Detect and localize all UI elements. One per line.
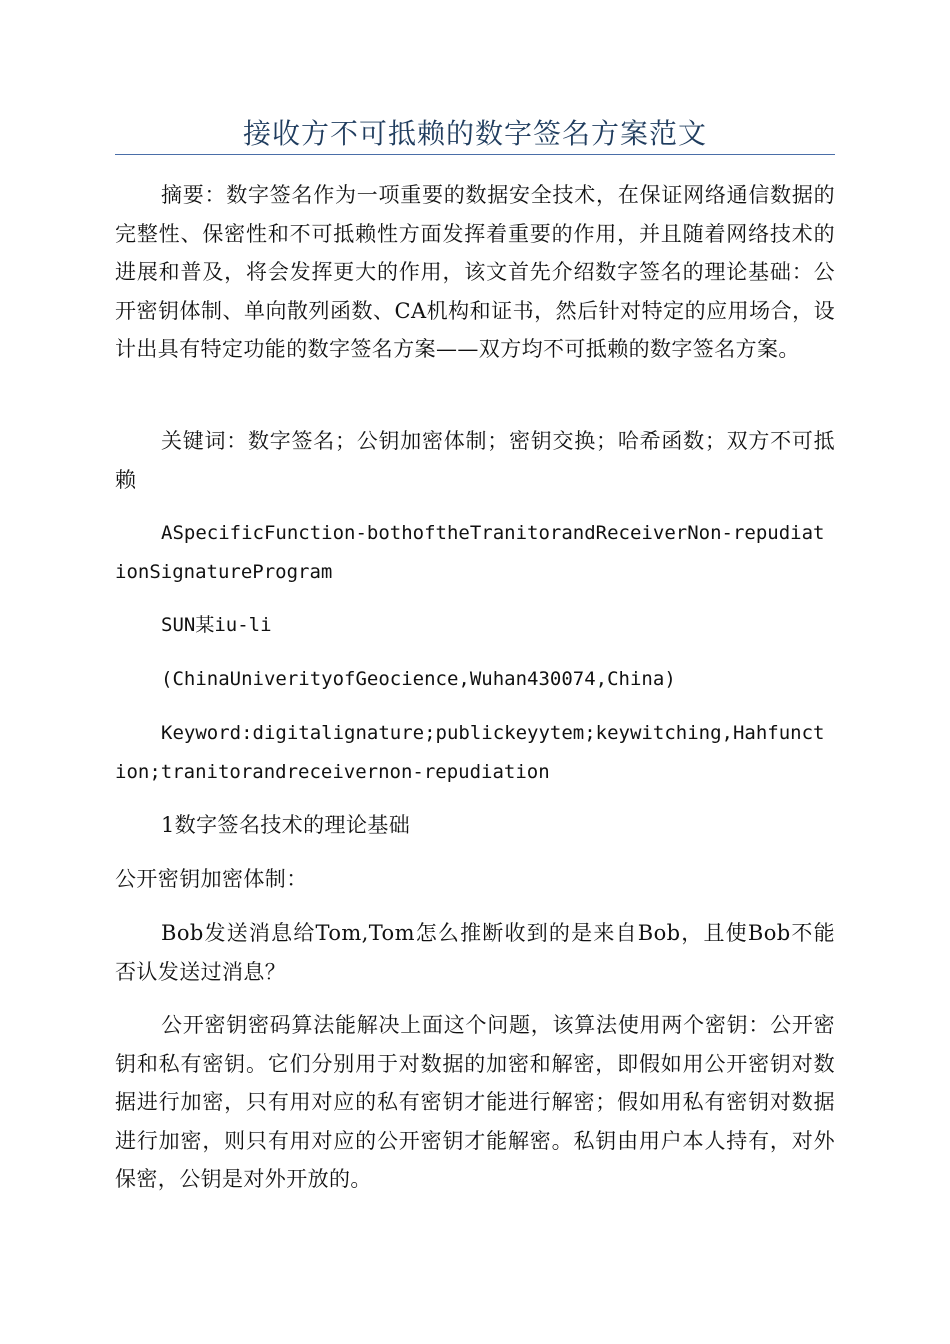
question-paragraph: Bob发送消息给Tom,Tom怎么推断收到的是来自Bob，且使Bob不能否认发送过消息？ bbox=[115, 921, 835, 984]
title-underline bbox=[115, 154, 835, 155]
body-paragraph: 公开密钥密码算法能解决上面这个问题，该算法使用两个密钥：公开密钥和私有密钥。它们分别用于对数据的加密和解密，即假如用公开密钥对数据进行加密，只有用对应的私有密钥才能进行解密；假如用私有密钥对数据进行加密，则只有用对应的公开密钥才能解密。私钥由用户本人持有，对外保密，公钥是对外开放的。 bbox=[115, 1013, 835, 1191]
author-name: SUN某iu-li bbox=[161, 614, 272, 636]
document-title: 接收方不可抵赖的数字签名方案范文 bbox=[242, 117, 707, 150]
english-keywords: Keyword:digitalignature;publickeyytem;keywitching,Hahfunction;tranitorandreceivernon-repudiation bbox=[115, 722, 825, 783]
author-affiliation: (ChinaUniverityofGeocience,Wuhan430074,China) bbox=[161, 668, 676, 690]
section-heading: 1数字签名技术的理论基础 bbox=[161, 813, 411, 837]
subheading-public-key: 公开密钥加密体制： bbox=[115, 867, 308, 891]
abstract-paragraph: 摘要：数字签名作为一项重要的数据安全技术，在保证网络通信数据的完整性、保密性和不可抵赖性方面发挥着重要的作用，并且随着网络技术的进展和普及，将会发挥更大的作用，该文首先介绍数字签名的理论基础：公开密钥体制、单向散列函数、CA机构和证书，然后针对特定的应用场合，设计出具有特定功能的数字签名方案——双方均不可抵赖的数字签名方案。 bbox=[115, 183, 835, 361]
chinese-keywords: 关键词：数字签名；公钥加密体制；密钥交换；哈希函数；双方不可抵赖 bbox=[115, 429, 835, 492]
english-title: ASpecificFunction-bothoftheTranitorandReceiverNon-repudiationSignatureProgram bbox=[115, 522, 825, 583]
